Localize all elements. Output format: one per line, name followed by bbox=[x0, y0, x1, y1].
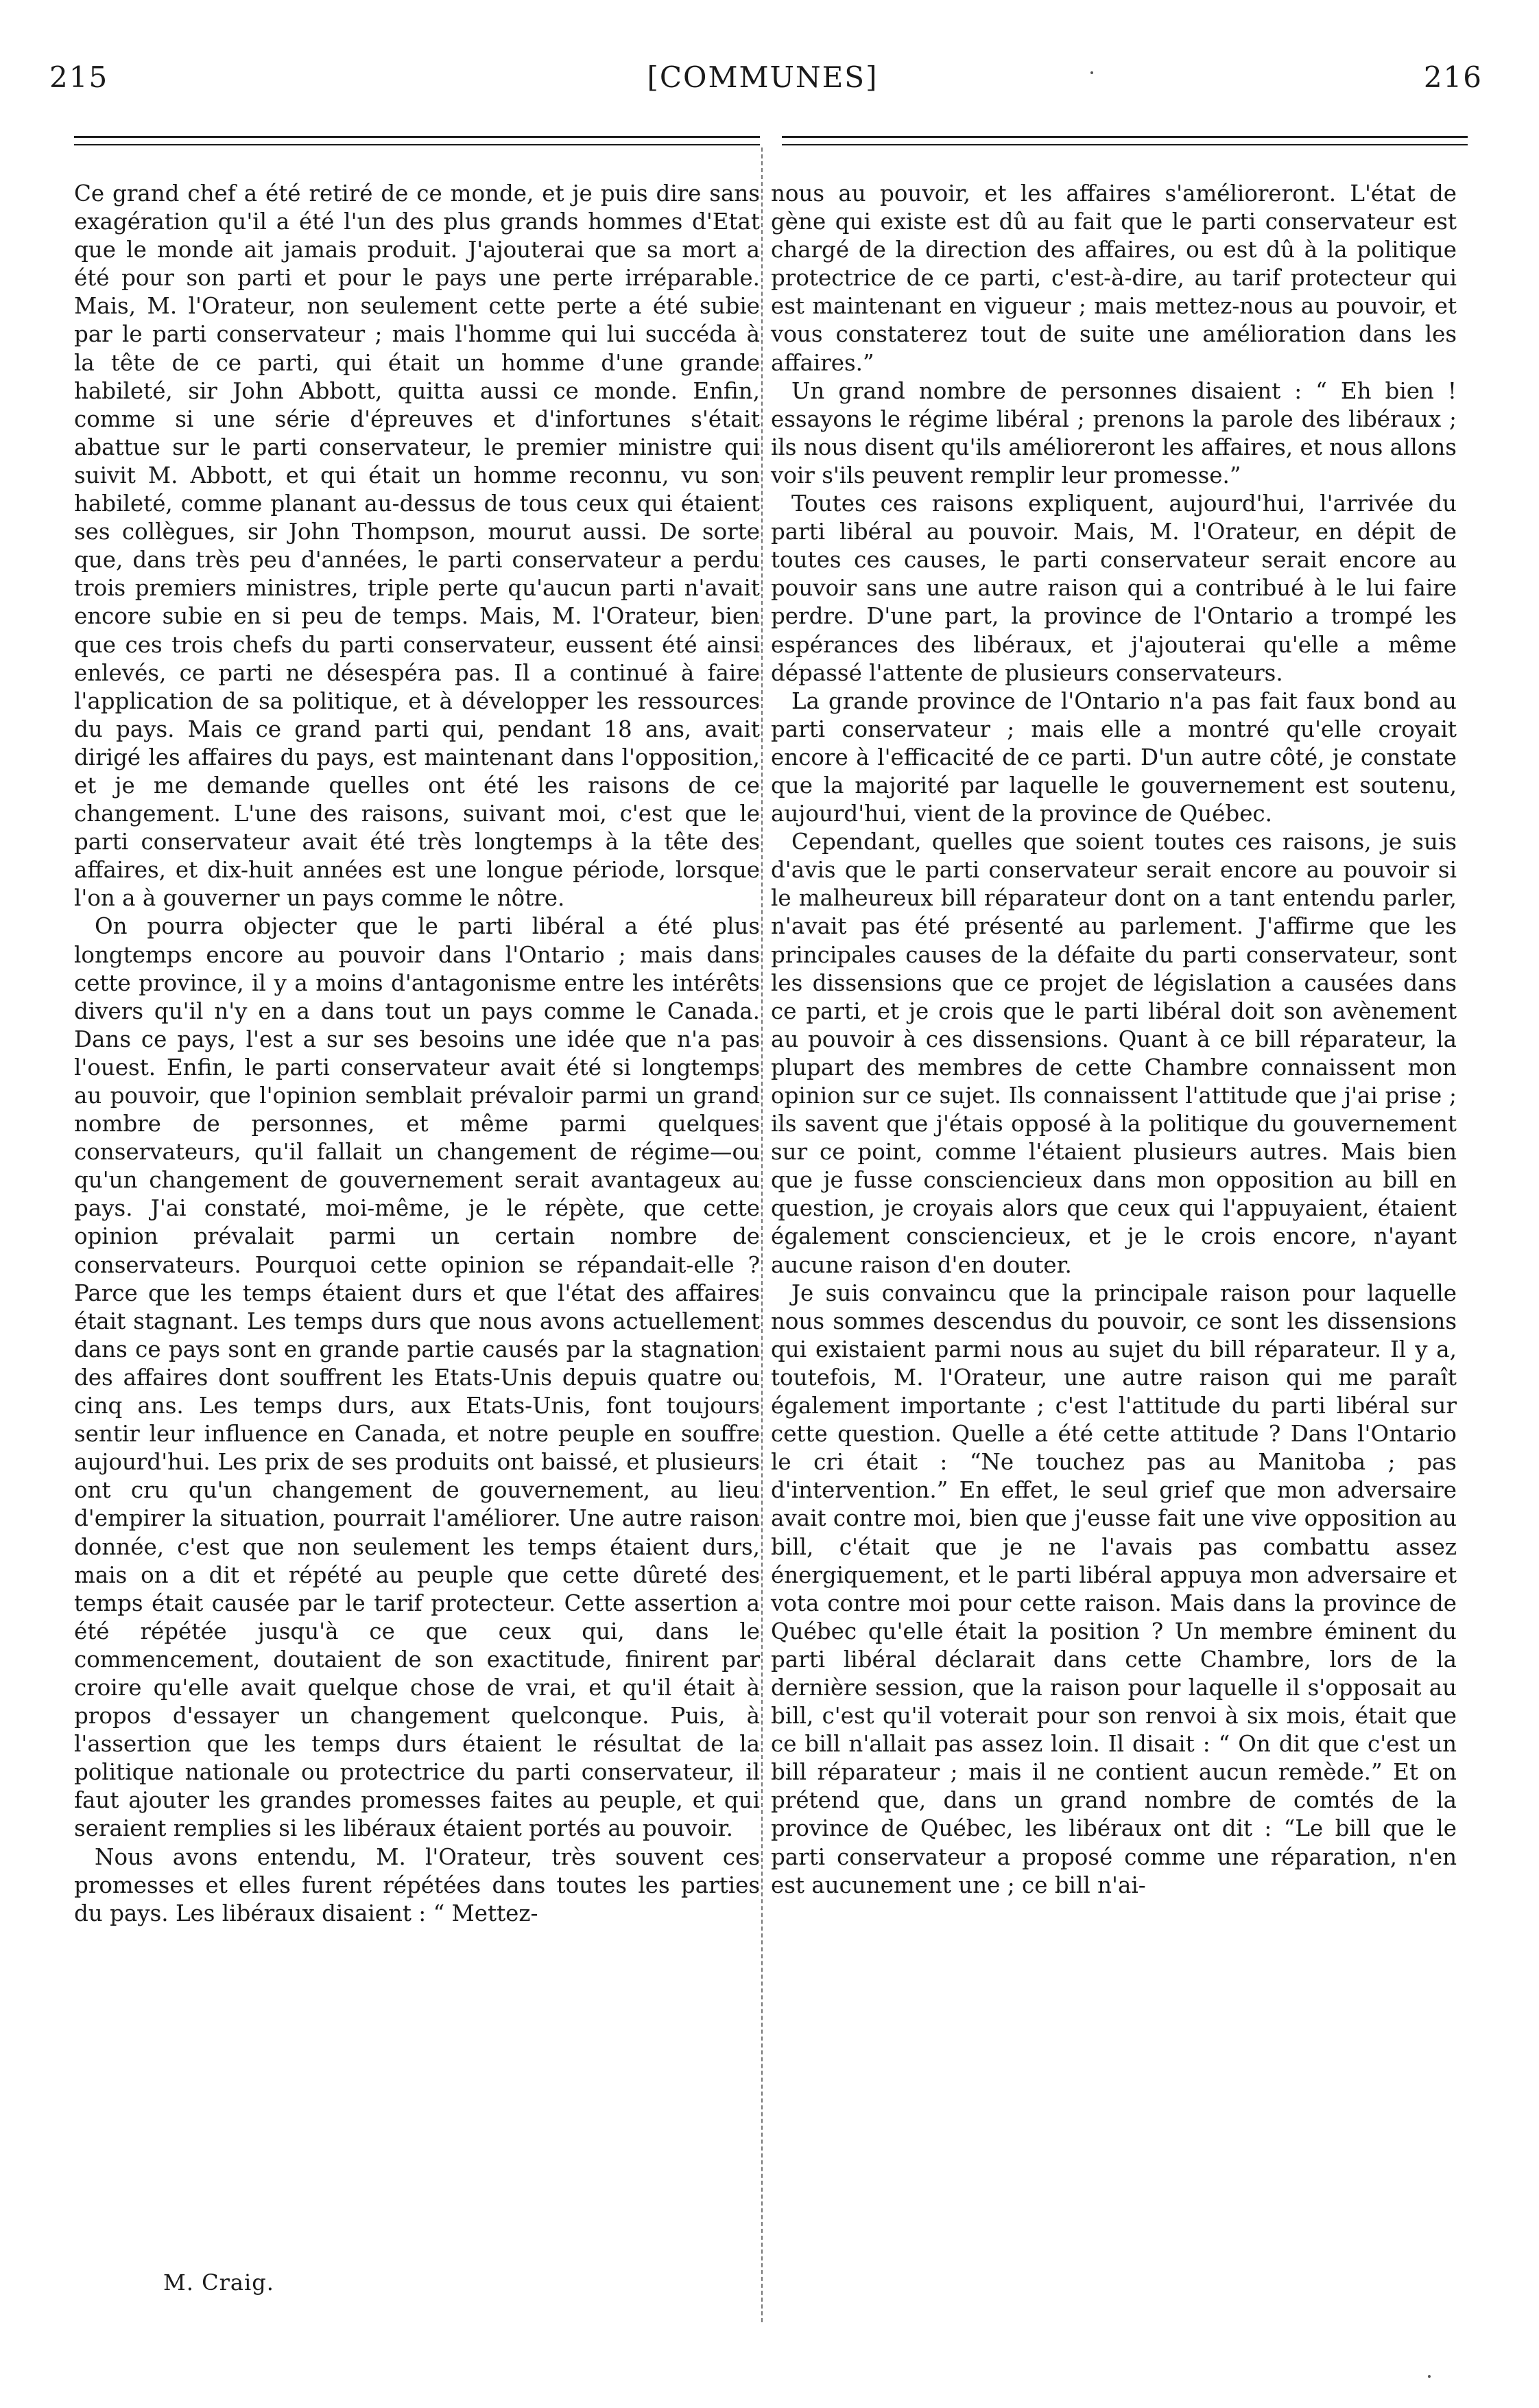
paragraph: Ce grand chef a été retiré de ce monde, et je puis dire sans exagération qu'il a été l'un des plus grands hommes d'Etat que le monde ait jamais produit. J'ajouterai que sa mort a été pour son parti et pour le pays une perte irréparable. Mais, M. l'Orateur, non seulement cette perte a été subie par le parti conservateur ; mais l'homme qui lui succéda à la tête de ce parti, qui était un homme d'une grande habileté, sir John Abbott, quitta aussi ce monde. Enfin, comme si une série d'épreuves et d'infortunes s'était abattue sur le parti conservateur, le premier ministre qui suivit M. Abbott, et qui était un homme reconnu, vu son habileté, comme planant au-dessus de tous ceux qui étaient ses collègues, sir John Thompson, mourut aussi. De sorte que, dans très peu d'années, le parti conservateur a perdu trois premiers ministres, triple perte qu'aucun parti n'avait encore subie en si peu de temps. Mais, M. l'Orateur, bien que ces trois chefs du parti conservateur, eussent été ainsi enlevés, ce parti ne désespéra pas. Il a continué à faire l'application de sa politique, et à développer les ressources du pays. Mais ce grand parti qui, pendant 18 ans, avait dirigé les affaires du pays, est maintenant dans l'opposition, et je me demande quelles ont été les raisons de ce changement. L'une des raisons, suivant moi, c'est que le parti conservateur avait été très longtemps à la tête des affaires, et dix-huit années est une longue période, lorsque l'on a à gouverner un pays comme le nôtre. bbox=[74, 180, 760, 912]
rule-line bbox=[782, 144, 1468, 145]
speaker-signature: M. Craig. bbox=[163, 2269, 274, 2295]
paragraph: Je suis convaincu que la principale raison pour laquelle nous sommes descendus du pouvoir, ce sont les dissensions qui existaient parmi nous au sujet du bill réparateur. Il y a, toutefois, M. l'Orateur, une autre raison qui me paraît également importante ; c'est l'attitude du parti libéral sur cette question. Quelle a été cette attitude ? Dans l'Ontario le cri était : “Ne touchez pas au Manitoba ; pas d'intervention.” En effet, le seul grief que mon adversaire avait contre moi, bien que j'eusse fait une vive opposition au bill, c'était que je ne l'avais pas combattu assez énergiquement, et le parti libéral appuya mon adversaire et vota contre moi pour cette raison. Mais dans la province de Québec qu'elle était la position ? Un membre éminent du parti libéral déclarait dans cette Chambre, lors de la dernière session, que la raison pour laquelle il s'opposait au bill, c'est qu'il voterait pour son renvoi à six mois, était que ce bill n'allait pas assez loin. Il disait : “ On dit que c'est un bill réparateur ; mais il ne contient aucun remède.” Et on prétend que, dans un grand nombre de comtés de la province de Québec, les libéraux ont dit : “Le bill que le parti conservateur a proposé comme une réparation, n'en est aucunement une ; ce bill n'ai- bbox=[771, 1279, 1457, 1898]
header-rule-right bbox=[782, 136, 1468, 152]
page-number-right: 216 bbox=[1423, 60, 1483, 94]
paragraph: Un grand nombre de personnes disaient : “ Eh bien ! essayons le régime libéral ; prenons la parole des libéraux ; ils nous disent qu'ils amélioreront les affaires, et nous allons voir s'ils peuvent remplir leur promesse.” bbox=[771, 377, 1457, 488]
page-number-left: 215 bbox=[49, 60, 109, 94]
running-head: [COMMUNES] bbox=[647, 60, 879, 94]
right-column bbox=[771, 180, 1457, 1900]
paragraph: On pourra objecter que le parti libéral a été plus longtemps encore au pouvoir dans l'Ontario ; mais dans cette province, il y a moins d'antagonisme entre les intérêts divers qu'il n'y en a dans tout un pays comme le Canada. Dans ce pays, l'est a sur ses besoins une idée que n'a pas l'ouest. Enfin, le parti conservateur avait été si longtemps au pouvoir, que l'opinion semblait prévaloir parmi un grand nombre de personnes, et même parmi quelques conservateurs, qu'il fallait un changement de régime—ou qu'un changement de gouvernement serait avantageux au pays. J'ai constaté, moi-même, je le répète, que cette opinion prévalait parmi un certain nombre de conservateurs. Pourquoi cette opinion se répandait-elle ? Parce que les temps étaient durs et que l'état des affaires était stagnant. Les temps durs que nous avons actuellement dans ce pays sont en grande partie causés par la stagnation des affaires dont souffrent les Etats-Unis depuis quatre ou cinq ans. Les temps durs, aux Etats-Unis, font toujours sentir leur influence en Canada, et notre peuple en souffre aujourd'hui. Les prix de ses produits ont baissé, et plusieurs ont cru qu'un changement de gouvernement, au lieu d'empirer la situation, pourrait l'améliorer. Une autre raison donnée, c'est que non seulement les temps étaient durs, mais on a dit et répété au peuple que cette dûreté des temps était causée par le tarif protecteur. Cette assertion a été répétée jusqu'à ce que ceux qui, dans le commencement, doutaient de son exactitude, finirent par croire qu'elle avait quelque chose de vrai, et qu'il était à propos d'essayer un changement quelconque. Puis, à l'assertion que les temps durs étaient le résultat de la politique nationale ou protectrice du parti conservateur, il faut ajouter les grandes promesses faites au peuple, et qui seraient remplies si les libéraux étaient portés au pouvoir. bbox=[74, 913, 760, 1842]
paragraph: Cependant, quelles que soient toutes ces raisons, je suis d'avis que le parti conservateur serait encore au pouvoir si le malheureux bill réparateur dont on a tant entendu parler, n'avait pas été présenté au parlement. J'affirme que les principales causes de la défaite du parti conservateur, sont les dissensions que ce projet de législation a causées dans ce parti, et je crois que le parti libéral doit son avènement au pouvoir à ces dissensions. Quant à ce bill réparateur, la plupart des membres de cette Chambre connaissent mon opinion sur ce sujet. Ils connaissent l'attitude que j'ai prise ; ils savent que j'étais opposé à la politique du gouvernement sur ce point, comme l'étaient plusieurs autres. Mais bien que je fusse consciencieux dans mon opposition au bill en question, je croyais alors que ceux qui l'appuyaient, étaient également consciencieux, et je le crois encore, n'ayant aucune raison d'en douter. bbox=[771, 829, 1457, 1278]
paragraph: nous au pouvoir, et les affaires s'amélioreront. L'état de gène qui existe est dû au fait que le parti conservateur est chargé de la direction des affaires, ou est dû à la politique protectrice de ce parti, c'est-à-dire, au tarif protecteur qui est maintenant en vigueur ; mais mettez-nous au pouvoir, et vous constaterez tout de suite une amélioration dans les affaires.” bbox=[771, 180, 1457, 376]
rule-line bbox=[782, 136, 1468, 138]
header-rule-left bbox=[74, 136, 760, 152]
rule-line bbox=[74, 136, 760, 138]
paragraph: La grande province de l'Ontario n'a pas fait faux bond au parti conservateur ; mais elle a montré qu'elle croyait encore à l'efficacité de ce parti. D'un autre côté, je constate que la majorité par laquelle le gouvernement est soutenu, aujourd'hui, vient de la province de Québec. bbox=[771, 687, 1457, 827]
page-header bbox=[43, 60, 1483, 108]
column-divider bbox=[761, 147, 763, 2322]
paragraph: Toutes ces raisons expliquent, aujourd'hui, l'arrivée du parti libéral au pouvoir. Mais, M. l'Orateur, en dépit de toutes ces causes, le parti conservateur serait encore au pouvoir sans une autre raison qui a contribué à le lui faire perdre. D'une part, la province de l'Ontario a trompé les espérances des libéraux, et j'ajouterai qu'elle a même dépassé l'attente de plusieurs conservateurs. bbox=[771, 491, 1457, 686]
scan-speck bbox=[1090, 71, 1093, 74]
paragraph: Nous avons entendu, M. l'Orateur, très souvent ces promesses et elles furent répétées dans toutes les parties du pays. Les libéraux disaient : “ Mettez- bbox=[74, 1843, 760, 1926]
left-column bbox=[74, 180, 760, 1928]
rule-line bbox=[74, 144, 760, 145]
scan-speck bbox=[1428, 2375, 1431, 2378]
